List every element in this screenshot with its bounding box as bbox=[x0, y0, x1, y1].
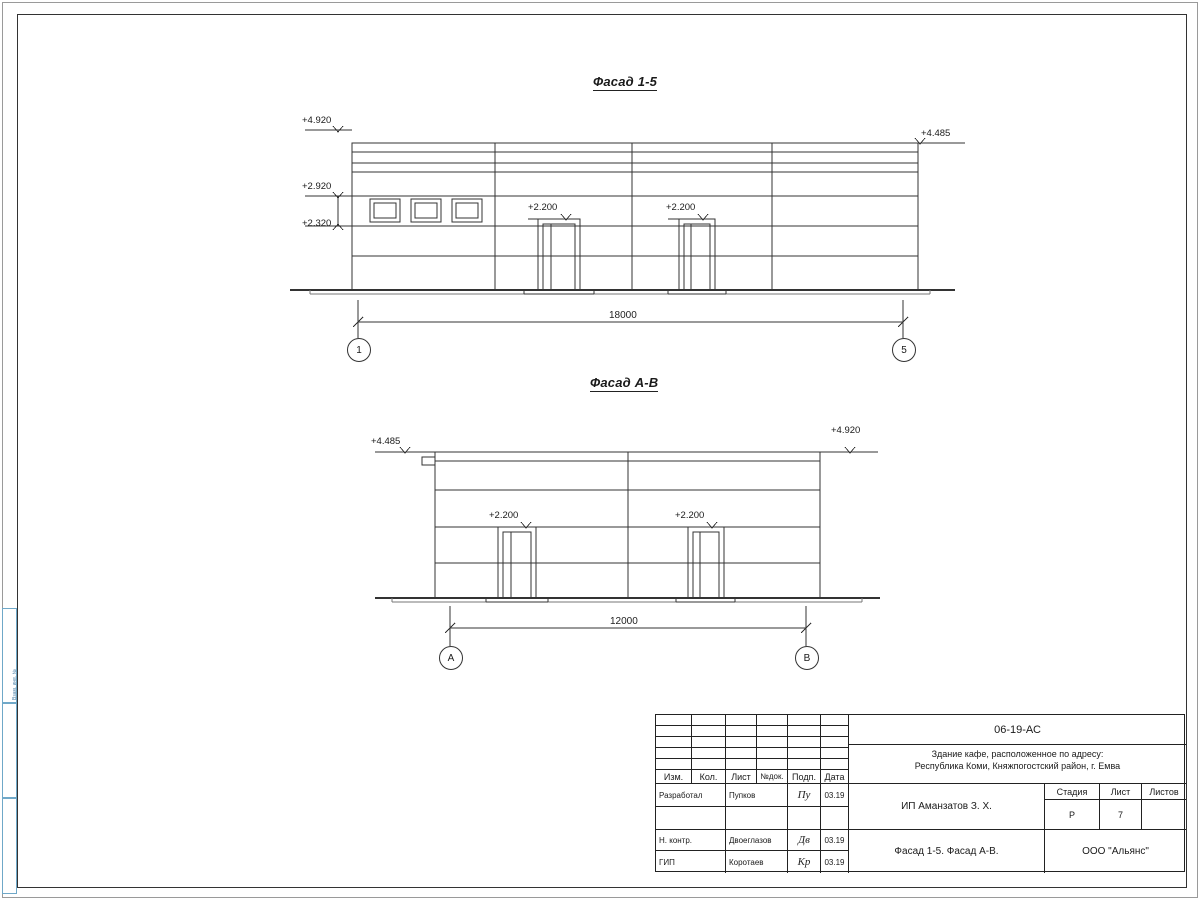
rev-grid-cell bbox=[757, 715, 788, 726]
level-marker-door-2200-right: +2.200 bbox=[666, 202, 696, 213]
role-label-2: Н. контр. bbox=[656, 830, 726, 851]
axis-marker-5: 5 bbox=[892, 338, 916, 362]
level-marker-4920: +4.920 bbox=[302, 115, 332, 126]
company-name: ООО "Альянс" bbox=[1082, 846, 1149, 857]
role-signature-2: Дв bbox=[788, 830, 821, 851]
role-name-1 bbox=[726, 807, 788, 830]
role-date-2: 03.19 bbox=[821, 830, 849, 851]
rev-grid-cell bbox=[788, 759, 821, 770]
role-name-0: Пупков bbox=[726, 784, 788, 807]
project-name bbox=[849, 745, 1186, 784]
margin-stub-3 bbox=[2, 798, 17, 894]
role-label-0: Разработал bbox=[656, 784, 726, 807]
rev-grid-cell bbox=[656, 715, 692, 726]
level-marker-av-4920: +4.920 bbox=[831, 425, 861, 436]
sheet-header: Лист bbox=[1100, 784, 1142, 800]
role-signature-3: Кр bbox=[788, 851, 821, 873]
col-header-podp: Подп. bbox=[788, 770, 821, 784]
role-date-1 bbox=[821, 807, 849, 830]
role-name-2: Двоеглазов bbox=[726, 830, 788, 851]
rev-grid-cell bbox=[726, 748, 757, 759]
sheets-header: Листов bbox=[1142, 784, 1186, 800]
col-header-ndok: №док. bbox=[757, 770, 788, 784]
dimension-12000: 12000 bbox=[610, 616, 638, 627]
rev-grid-cell bbox=[656, 726, 692, 737]
level-marker-2920: +2.920 bbox=[302, 181, 332, 192]
col-header-izm: Изм. bbox=[656, 770, 692, 784]
role-signature-1 bbox=[788, 807, 821, 830]
rev-grid-cell bbox=[656, 759, 692, 770]
title-block bbox=[655, 714, 1185, 872]
col-header-list: Лист bbox=[726, 770, 757, 784]
level-marker-4485: +4.485 bbox=[921, 128, 951, 139]
margin-stub-2 bbox=[2, 703, 17, 798]
rev-grid-cell bbox=[788, 715, 821, 726]
rev-grid-cell bbox=[726, 715, 757, 726]
rev-grid-cell bbox=[656, 748, 692, 759]
sheet-title: Фасад 1-5. Фасад А-В. bbox=[849, 830, 1045, 873]
rev-grid-cell bbox=[821, 715, 849, 726]
rev-grid-cell bbox=[757, 726, 788, 737]
dimension-18000: 18000 bbox=[609, 310, 637, 321]
axis-marker-1: 1 bbox=[347, 338, 371, 362]
role-signature-0: Пу bbox=[788, 784, 821, 807]
project-name-line1: Здание кафе, расположенное по адресу: bbox=[931, 749, 1104, 759]
rev-grid-cell bbox=[656, 737, 692, 748]
stage-value: Р bbox=[1045, 800, 1100, 830]
rev-grid-cell bbox=[757, 748, 788, 759]
rev-grid-cell bbox=[821, 759, 849, 770]
rev-grid-cell bbox=[692, 759, 726, 770]
sheet-value: 7 bbox=[1100, 800, 1142, 830]
role-date-0: 03.19 bbox=[821, 784, 849, 807]
sheets-value bbox=[1142, 800, 1186, 830]
level-marker-2320: +2.320 bbox=[302, 218, 332, 229]
axis-marker-a: А bbox=[439, 646, 463, 670]
rev-grid-cell bbox=[692, 737, 726, 748]
level-marker-av-door-right: +2.200 bbox=[675, 510, 705, 521]
rev-grid-cell bbox=[757, 737, 788, 748]
role-name-3: Коротаев bbox=[726, 851, 788, 873]
level-marker-door-2200-left: +2.200 bbox=[528, 202, 558, 213]
role-date-3: 03.19 bbox=[821, 851, 849, 873]
rev-grid-cell bbox=[692, 715, 726, 726]
rev-grid-cell bbox=[726, 726, 757, 737]
rev-grid-cell bbox=[788, 726, 821, 737]
role-label-1 bbox=[656, 807, 726, 830]
level-marker-av-door-left: +2.200 bbox=[489, 510, 519, 521]
document-code: 06-19-АС bbox=[849, 715, 1186, 745]
rev-grid-cell bbox=[726, 759, 757, 770]
rev-grid-cell bbox=[788, 748, 821, 759]
rev-grid-cell bbox=[726, 737, 757, 748]
rev-grid-cell bbox=[692, 748, 726, 759]
role-label-3: ГИП bbox=[656, 851, 726, 873]
rev-grid-cell bbox=[821, 726, 849, 737]
stage-header: Стадия bbox=[1045, 784, 1100, 800]
col-header-kol: Кол. bbox=[692, 770, 726, 784]
rev-grid-cell bbox=[821, 737, 849, 748]
facade-a-v-title: Фасад А-В bbox=[590, 375, 659, 390]
rev-grid-cell bbox=[757, 759, 788, 770]
client-name: ИП Аманзатов З. Х. bbox=[849, 784, 1045, 830]
rev-grid-cell bbox=[821, 748, 849, 759]
level-marker-av-4485: +4.485 bbox=[371, 436, 401, 447]
margin-stub-label: Взам. инв. № bbox=[12, 669, 18, 700]
project-name-line2: Республика Коми, Княжпогостский район, г. Емва bbox=[914, 761, 1121, 771]
facade-1-5-title: Фасад 1-5 bbox=[593, 74, 658, 89]
rev-grid-cell bbox=[788, 737, 821, 748]
col-header-data: Дата bbox=[821, 770, 849, 784]
rev-grid-cell bbox=[692, 726, 726, 737]
axis-marker-v: В bbox=[795, 646, 819, 670]
